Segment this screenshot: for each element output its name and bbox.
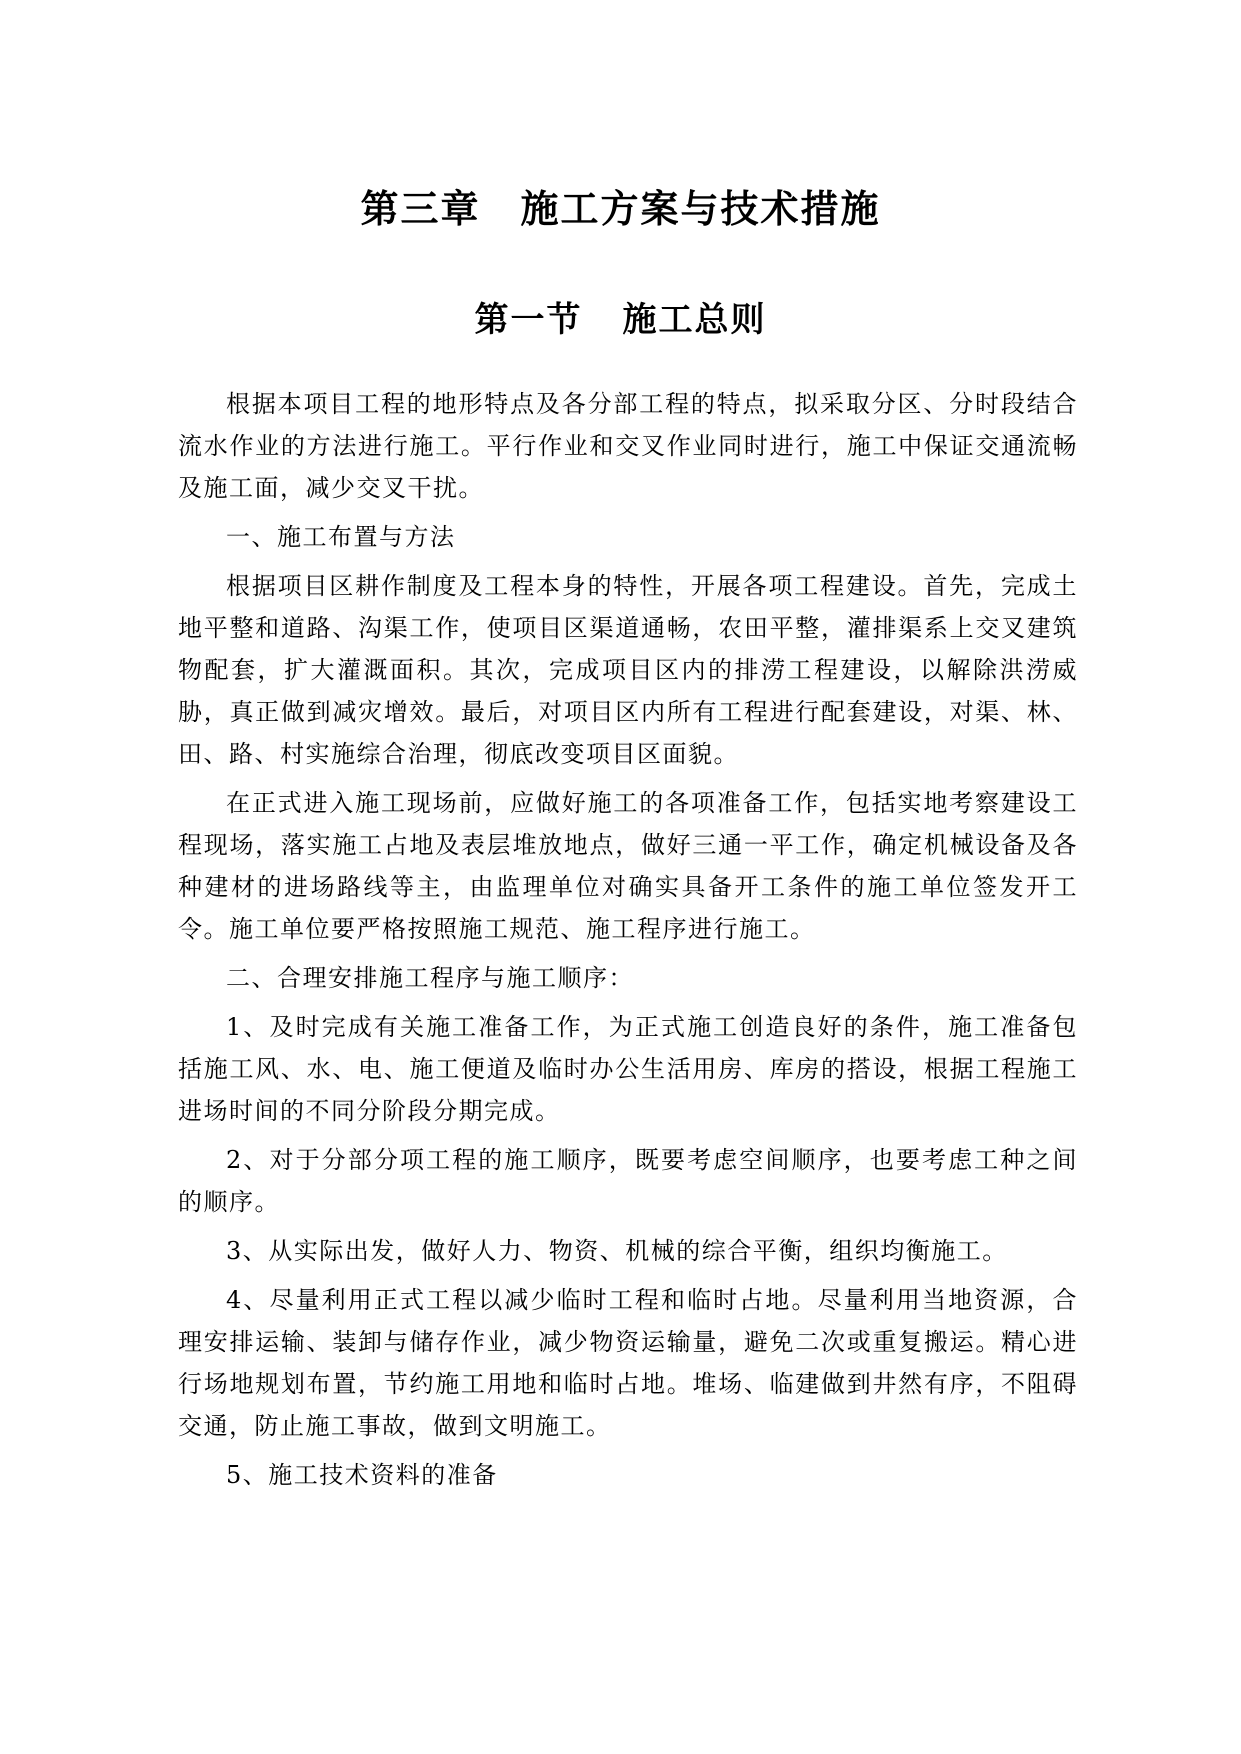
list-item-4: 4、尽量利用正式工程以减少临时工程和临时占地。尽量利用当地资源，合理安排运输、装卸与储存作业，减少物资运输量，避免二次或重复搬运。精心进行场地规划布置，节约施工用地和临时占地。堆场、临建做到井然有序，不阻碍交通，防止施工事故，做到文明施工。 [178, 1286, 1078, 1440]
chapter-number: 第三章 [360, 186, 481, 231]
body-text [178, 383, 1078, 1503]
chapter-name: 施工方案与技术措施 [520, 186, 881, 231]
section-name: 施工总则 [622, 300, 767, 340]
list-item-3: 3、从实际出发，做好人力、物资、机械的综合平衡，组织均衡施工。 [226, 1237, 1008, 1265]
paragraph-construction-plan: 根据项目区耕作制度及工程本身的特性，开展各项工程建设。首先，完成土地平整和道路、沟渠工作，使项目区渠道通畅，农田平整，灌排渠系上交叉建筑物配套，扩大灌溉面积。其次，完成项目区内的排涝工程建设，以解除洪涝威胁，真正做到减灾增效。最后，对项目区内所有工程进行配套建设，对渠、林、田、路、村实施综合治理，彻底改变项目区面貌。 [178, 572, 1078, 768]
section-title [0, 298, 1241, 342]
paragraph-preparation: 在正式进入施工现场前，应做好施工的各项准备工作，包括实地考察建设工程现场，落实施工占地及表层堆放地点，做好三通一平工作，确定机械设备及各种建材的进场路线等主，由监理单位对确实具备开工条件的施工单位签发开工令。施工单位要严格按照施工规范、施工程序进行施工。 [178, 789, 1078, 943]
list-item-2: 2、对于分部分项工程的施工顺序，既要考虑空间顺序，也要考虑工种之间的顺序。 [178, 1146, 1078, 1216]
chapter-title [0, 185, 1241, 233]
list-item-5: 5、施工技术资料的准备 [226, 1461, 498, 1489]
heading-procedure-sequence: 二、合理安排施工程序与施工顺序： [226, 964, 634, 992]
paragraph-intro: 根据本项目工程的地形特点及各分部工程的特点，拟采取分区、分时段结合流水作业的方法进行施工。平行作业和交叉作业同时进行，施工中保证交通流畅及施工面，减少交叉干扰。 [178, 390, 1078, 502]
heading-layout-method: 一、施工布置与方法 [226, 523, 456, 551]
section-number: 第一节 [474, 300, 583, 340]
list-item-1: 1、及时完成有关施工准备工作，为正式施工创造良好的条件，施工准备包括施工风、水、电、施工便道及临时办公生活用房、库房的搭设，根据工程施工进场时间的不同分阶段分期完成。 [178, 1013, 1078, 1125]
